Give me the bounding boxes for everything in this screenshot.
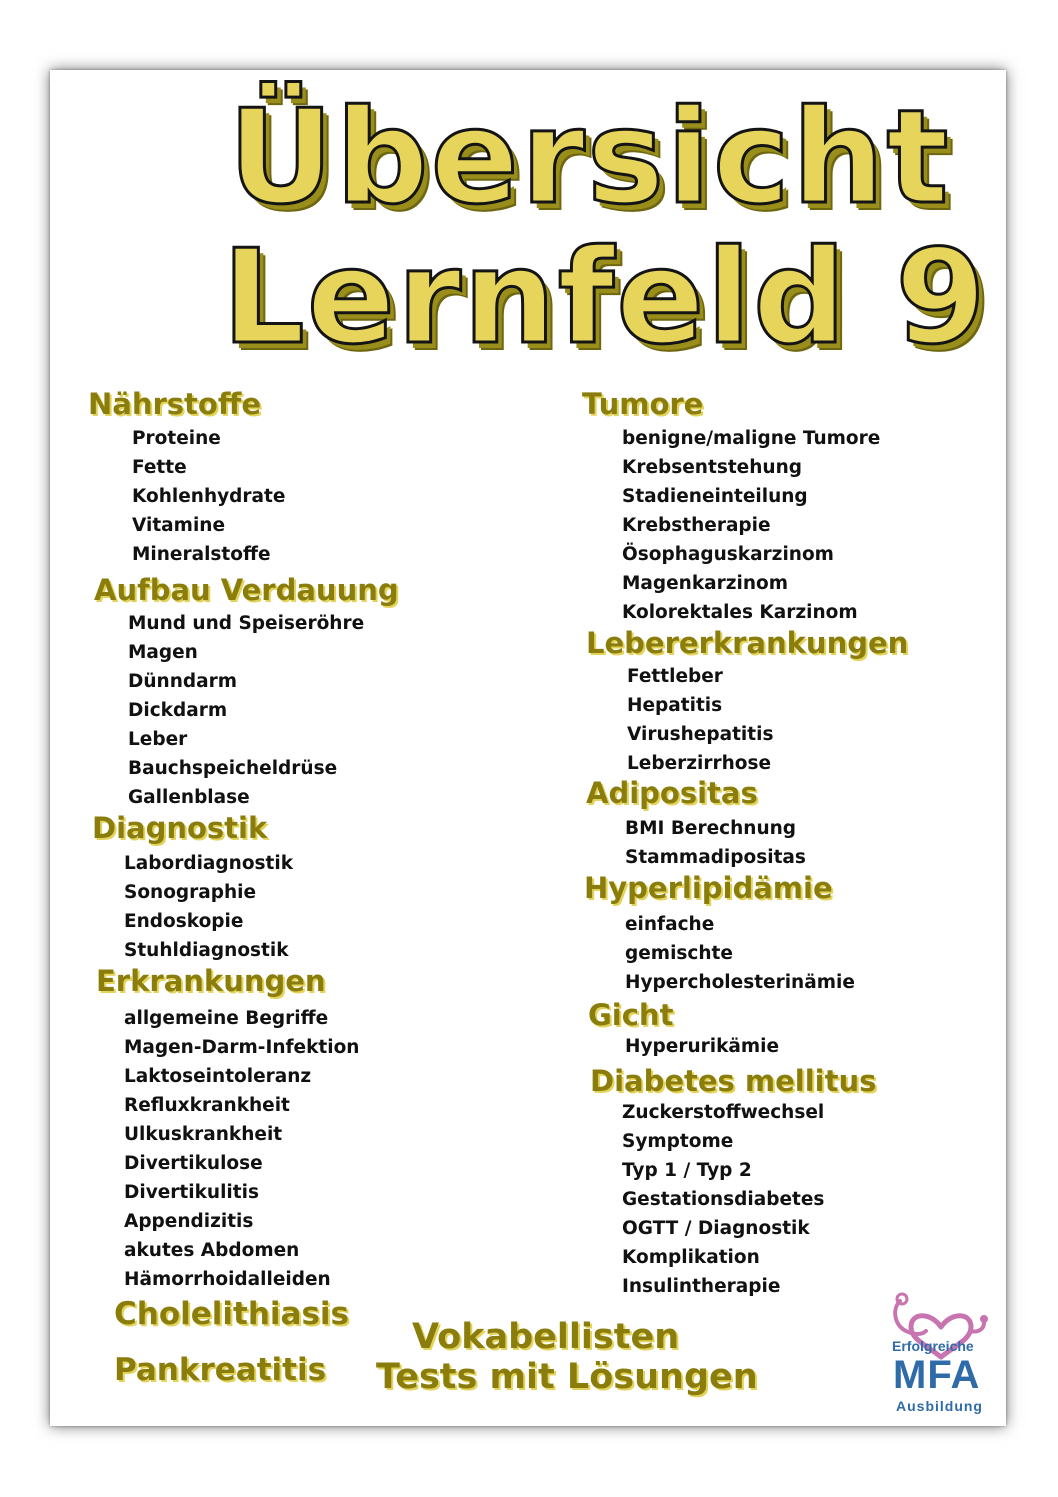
list-item: Sonographie [124,882,257,903]
list-item: Labordiagnostik [124,853,294,874]
list-item: BMI Berechnung [625,818,797,839]
list-item: Typ 1 / Typ 2 [622,1160,752,1181]
list-item: Dünndarm [128,671,237,692]
list-item: Magen [128,642,198,663]
section-heading-pankreatitis: Pankreatitis [114,1352,327,1388]
section-heading-hyperlipidaemie: Hyperlipidämie [584,871,833,905]
list-item: Laktoseintoleranz [124,1066,312,1087]
list-item: Dickdarm [128,700,228,721]
section-heading-gicht: Gicht [588,998,674,1032]
list-item: Krebsentstehung [622,457,802,478]
list-item: Refluxkrankheit [124,1095,290,1116]
list-item: Appendizitis [124,1211,254,1232]
section-heading-diagnostik: Diagnostik [92,811,268,845]
list-item: Komplikation [622,1247,760,1268]
list-item: Leber [128,729,188,750]
list-item: Virushepatitis [627,724,774,745]
list-item: OGTT / Diagnostik [622,1218,810,1239]
list-item: Ulkuskrankheit [124,1124,283,1145]
section-heading-cholelithiasis: Cholelithiasis [114,1296,349,1332]
list-item: Fettleber [627,666,723,687]
logo-text-ausbildung: Ausbildung [896,1398,983,1414]
vokabellisten-label: Vokabellisten [412,1317,680,1357]
list-item: Stuhldiagnostik [124,940,289,961]
list-item: Hyperurikämie [625,1036,780,1057]
list-item: Bauchspeicheldrüse [128,758,338,779]
list-item: Kolorektales Karzinom [622,602,858,623]
list-item: einfache [625,914,715,935]
list-item: Divertikulose [124,1153,263,1174]
list-item: Fette [132,457,187,478]
list-item: Stadieneinteilung [622,486,808,507]
list-item: Magenkarzinom [622,573,789,594]
list-item: Vitamine [132,515,225,536]
list-item: Stammadipositas [625,847,806,868]
list-item: Insulintherapie [622,1276,781,1297]
list-item: allgemeine Begriffe [124,1008,329,1029]
list-item: Proteine [132,428,221,449]
section-heading-tumore: Tumore [582,387,704,421]
list-item: Divertikulitis [124,1182,259,1203]
logo-text-erfolgreiche: Erfolgreiche [892,1338,974,1354]
list-item: Magen-Darm-Infektion [124,1037,360,1058]
section-heading-lebererkrankungen: Lebererkrankungen [586,626,909,660]
section-heading-naehrstoffe: Nährstoffe [88,387,261,421]
list-item: Hämorrhoidalleiden [124,1269,331,1290]
list-item: Mineralstoffe [132,544,271,565]
logo-text-mfa: MFA [893,1353,981,1397]
section-heading-adipositas: Adipositas [586,776,758,810]
list-item: Ösophaguskarzinom [622,544,834,565]
list-item: Gallenblase [128,787,250,808]
section-heading-aufbau-verdauung: Aufbau Verdauung [94,573,399,607]
list-item: Leberzirrhose [627,753,772,774]
list-item: gemischte [625,943,733,964]
tests-label: Tests mit Lösungen [376,1357,758,1397]
list-item: Symptome [622,1131,734,1152]
list-item: benigne/maligne Tumore [622,428,881,449]
list-item: Krebstherapie [622,515,771,536]
section-heading-diabetes-mellitus: Diabetes mellitus [590,1064,877,1098]
title-line-2: Lernfeld 9 [222,221,988,373]
list-item: Endoskopie [124,911,244,932]
list-item: Kohlenhydrate [132,486,286,507]
list-item: Zuckerstoffwechsel [622,1102,825,1123]
list-item: Hypercholesterinämie [625,972,855,993]
list-item: Hepatitis [627,695,723,716]
list-item: Mund und Speiseröhre [128,613,365,634]
list-item: akutes Abdomen [124,1240,300,1261]
title-line-1: Übersicht [228,81,951,233]
section-heading-erkrankungen: Erkrankungen [96,964,326,998]
list-item: Gestationsdiabetes [622,1189,825,1210]
